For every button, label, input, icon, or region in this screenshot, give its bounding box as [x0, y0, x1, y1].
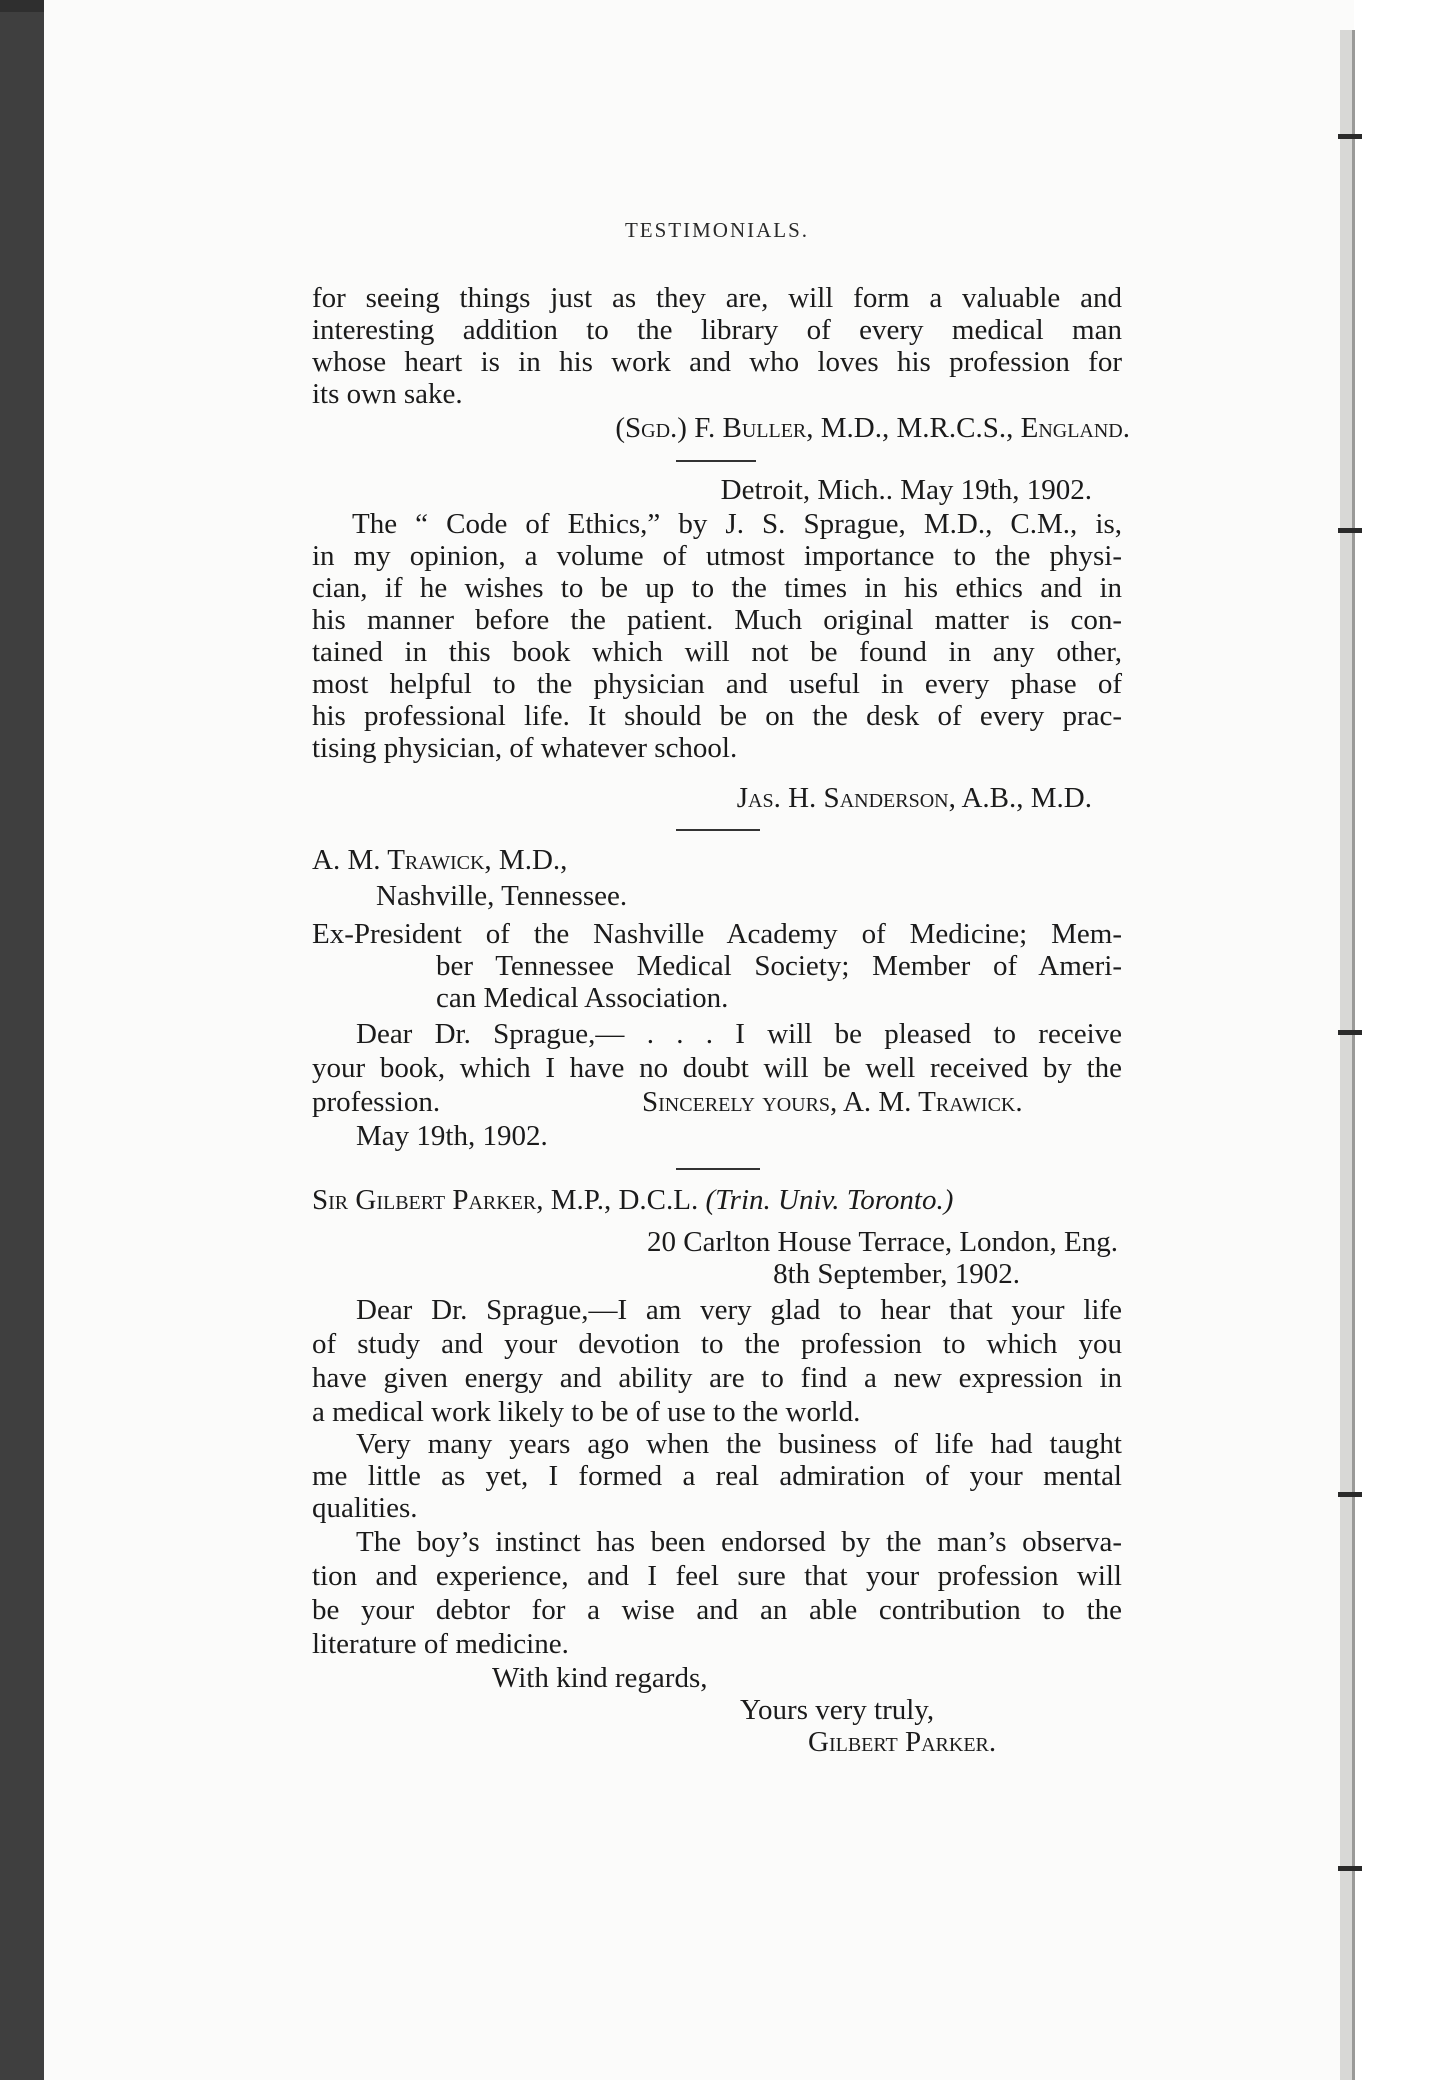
binding-mark	[1338, 528, 1362, 533]
body-line: whose heart is in his work and who loves his profession for	[312, 346, 1122, 378]
body-line: most helpful to the physician and useful in every phase of	[312, 668, 1122, 700]
section-rule	[676, 829, 760, 831]
parker-name: Sir Gilbert Parker, M.P., D.C.L.	[312, 1184, 699, 1216]
letter-line: Very many years ago when the business of life had taught	[356, 1428, 1122, 1460]
body-line: tained in this book which will not be found in any other,	[312, 636, 1122, 668]
credentials-line: Ex-President of the Nashville Academy of Medicine; Mem-	[312, 918, 1122, 950]
letter-line: of study and your devotion to the profession to which you	[312, 1328, 1122, 1360]
section-rule	[676, 1168, 760, 1170]
body-line: his professional life. It should be on the desk of every prac-	[312, 700, 1122, 732]
binding-mark	[1338, 1866, 1362, 1871]
body-line: its own sake.	[312, 378, 463, 410]
body-line: for seeing things just as they are, will form a valuable and	[312, 282, 1122, 314]
body-line: his manner before the patient. Much original matter is con-	[312, 604, 1122, 636]
section-rule	[676, 460, 756, 462]
dateline: Detroit, Mich.. May 19th, 1902.	[720, 474, 1092, 506]
letter-line: Dear Dr. Sprague,— . . . I will be pleased to receive	[356, 1018, 1122, 1050]
binding-mark	[1338, 1030, 1362, 1035]
credentials-line: ber Tennessee Medical Society; Member of Ameri-	[436, 950, 1122, 982]
letter-line: be your debtor for a wise and an able contribution to the	[312, 1594, 1122, 1626]
letter-line: a medical work likely to be of use to the world.	[312, 1396, 861, 1428]
scan-right-margin	[1354, 0, 1432, 2080]
parker-date: 8th September, 1902.	[773, 1258, 1020, 1290]
body-line: interesting addition to the library of every medical man	[312, 314, 1122, 346]
trawick-place: Nashville, Tennessee.	[376, 880, 628, 912]
running-head: TESTIMONIALS.	[624, 218, 810, 242]
closing: Yours very truly,	[740, 1694, 935, 1726]
credentials-line: can Medical Association.	[436, 982, 729, 1014]
body-line: cian, if he wishes to be up to the times in his ethics and in	[312, 572, 1122, 604]
letter-line: The boy’s instinct has been endorsed by the man’s observa-	[356, 1526, 1122, 1558]
signature-trawick: Sincerely yours, A. M. Trawick.	[642, 1086, 1023, 1118]
letter-line: tion and experience, and I feel sure that your profession will	[312, 1560, 1122, 1592]
trawick-name: A. M. Trawick, M.D.,	[312, 844, 568, 876]
letter-line: literature of medicine.	[312, 1628, 569, 1660]
letter-line: qualities.	[312, 1492, 418, 1524]
body-line: The “ Code of Ethics,” by J. S. Sprague, M.D., C.M., is,	[352, 508, 1122, 540]
letter-line: profession.	[312, 1086, 441, 1118]
binding-mark	[1338, 134, 1362, 139]
letter-line: Dear Dr. Sprague,—I am very glad to hear that your life	[356, 1294, 1122, 1326]
regards: With kind regards,	[492, 1662, 708, 1694]
signature-sanderson: Jas. H. Sanderson, A.B., M.D.	[736, 782, 1092, 814]
letter-line: your book, which I have no doubt will be well received by the	[312, 1052, 1122, 1084]
signature-buller: (Sgd.) F. Buller, M.D., M.R.C.S., England.	[615, 412, 1130, 444]
body-line: tising physician, of whatever school.	[312, 732, 738, 764]
letter-line: have given energy and ability are to find a new expression in	[312, 1362, 1122, 1394]
body-line: in my opinion, a volume of utmost importance to the physi-	[312, 540, 1122, 572]
letter-date: May 19th, 1902.	[356, 1120, 548, 1152]
signature-parker: Gilbert Parker.	[808, 1726, 997, 1758]
binding-mark	[1338, 1492, 1362, 1497]
parker-degree-source: (Trin. Univ. Toronto.)	[705, 1184, 954, 1216]
parker-address: 20 Carlton House Terrace, London, Eng.	[647, 1226, 1118, 1258]
parker-heading	[312, 1184, 1122, 1217]
letter-line: me little as yet, I formed a real admiration of your mental	[312, 1460, 1122, 1492]
binding-edge-line	[1352, 30, 1355, 2080]
